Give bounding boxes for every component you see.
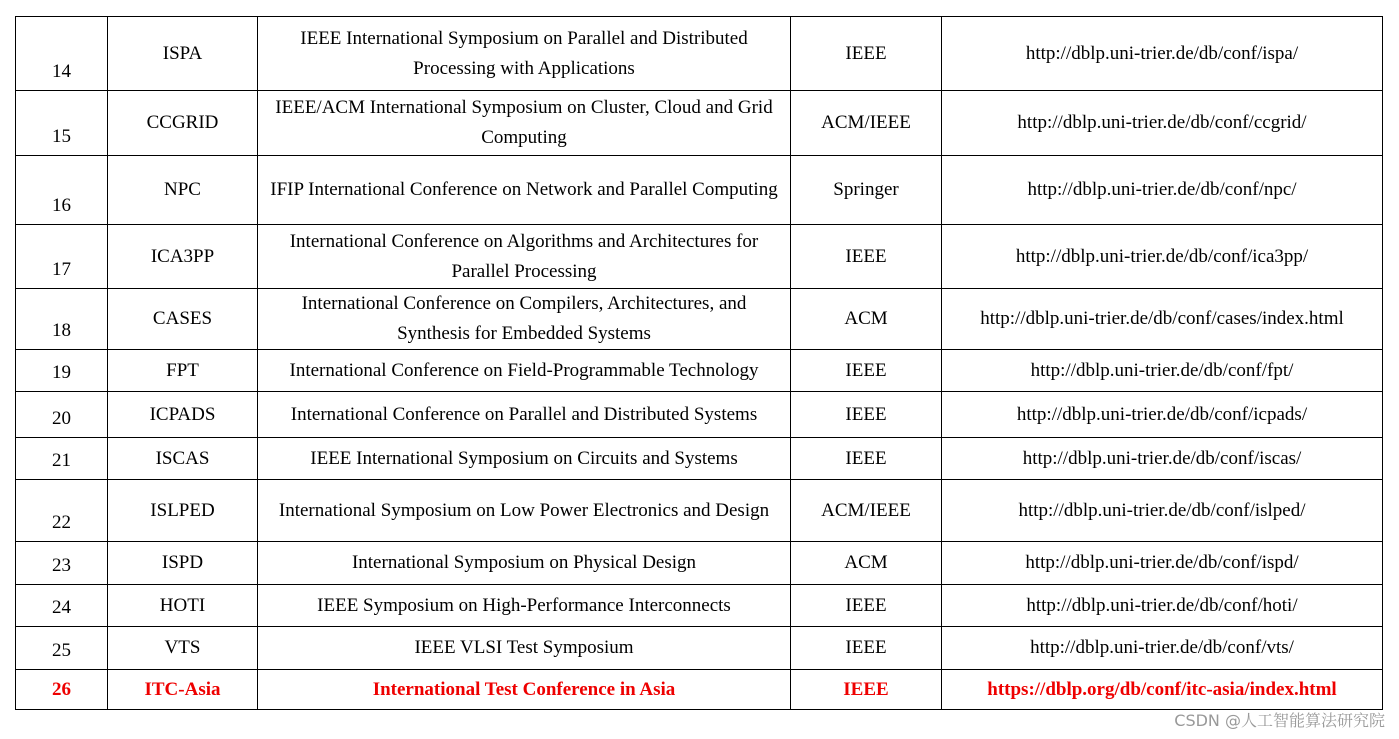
table-row — [16, 289, 1383, 350]
conference-abbreviation: ISPD — [108, 542, 258, 585]
conference-name: IFIP International Conference on Network and Parallel Computing — [258, 156, 791, 225]
table-row — [16, 585, 1383, 627]
conference-abbreviation: ICPADS — [108, 392, 258, 438]
conference-abbreviation: HOTI — [108, 585, 258, 627]
conference-name: IEEE Symposium on High-Performance Interconnects — [258, 585, 791, 627]
row-number: 16 — [16, 156, 108, 225]
publisher: ACM/IEEE — [791, 480, 942, 542]
conference-abbreviation: CCGRID — [108, 91, 258, 156]
conference-name: International Test Conference in Asia — [258, 670, 791, 710]
publisher: IEEE — [791, 627, 942, 670]
conference-name: International Conference on Algorithms and Architectures for Parallel Processing — [258, 225, 791, 289]
table-row — [16, 542, 1383, 585]
row-number: 21 — [16, 438, 108, 480]
table-row — [16, 627, 1383, 670]
conference-abbreviation: FPT — [108, 350, 258, 392]
row-number: 18 — [16, 289, 108, 350]
row-number: 14 — [16, 17, 108, 91]
publisher: IEEE — [791, 392, 942, 438]
row-number: 19 — [16, 350, 108, 392]
row-number: 22 — [16, 480, 108, 542]
dblp-url[interactable]: http://dblp.uni-trier.de/db/conf/icpads/ — [942, 392, 1383, 438]
publisher: ACM — [791, 289, 942, 350]
conference-abbreviation: ITC-Asia — [108, 670, 258, 710]
conference-name: IEEE International Symposium on Circuits and Systems — [258, 438, 791, 480]
publisher: IEEE — [791, 350, 942, 392]
table-row — [16, 156, 1383, 225]
row-number: 23 — [16, 542, 108, 585]
dblp-url[interactable]: http://dblp.uni-trier.de/db/conf/ica3pp/ — [942, 225, 1383, 289]
table-row — [16, 350, 1383, 392]
conference-name: IEEE/ACM International Symposium on Cluster, Cloud and Grid Computing — [258, 91, 791, 156]
conference-name: International Conference on Parallel and Distributed Systems — [258, 392, 791, 438]
dblp-url[interactable]: http://dblp.uni-trier.de/db/conf/ccgrid/ — [942, 91, 1383, 156]
publisher: IEEE — [791, 438, 942, 480]
table-row — [16, 438, 1383, 480]
table-row-highlighted — [16, 670, 1383, 710]
dblp-url[interactable]: http://dblp.uni-trier.de/db/conf/ispd/ — [942, 542, 1383, 585]
conference-abbreviation: ISPA — [108, 17, 258, 91]
dblp-url[interactable]: http://dblp.uni-trier.de/db/conf/iscas/ — [942, 438, 1383, 480]
publisher: ACM — [791, 542, 942, 585]
dblp-url[interactable]: https://dblp.org/db/conf/itc-asia/index.html — [942, 670, 1383, 710]
conference-table — [15, 16, 1383, 710]
dblp-url[interactable]: http://dblp.uni-trier.de/db/conf/ispa/ — [942, 17, 1383, 91]
table-row — [16, 225, 1383, 289]
conference-abbreviation: NPC — [108, 156, 258, 225]
publisher: IEEE — [791, 585, 942, 627]
row-number: 17 — [16, 225, 108, 289]
table-row — [16, 17, 1383, 91]
conference-name: International Conference on Field-Programmable Technology — [258, 350, 791, 392]
publisher: IEEE — [791, 225, 942, 289]
watermark: CSDN @人工智能算法研究院 — [1174, 711, 1385, 730]
conference-abbreviation: ISCAS — [108, 438, 258, 480]
publisher: Springer — [791, 156, 942, 225]
dblp-url[interactable]: http://dblp.uni-trier.de/db/conf/cases/index.html — [942, 289, 1383, 350]
conference-abbreviation: ISLPED — [108, 480, 258, 542]
row-number: 26 — [16, 670, 108, 710]
row-number: 20 — [16, 392, 108, 438]
dblp-url[interactable]: http://dblp.uni-trier.de/db/conf/vts/ — [942, 627, 1383, 670]
row-number: 25 — [16, 627, 108, 670]
conference-abbreviation: VTS — [108, 627, 258, 670]
dblp-url[interactable]: http://dblp.uni-trier.de/db/conf/hoti/ — [942, 585, 1383, 627]
dblp-url[interactable]: http://dblp.uni-trier.de/db/conf/fpt/ — [942, 350, 1383, 392]
row-number: 15 — [16, 91, 108, 156]
publisher: IEEE — [791, 670, 942, 710]
table-row — [16, 91, 1383, 156]
conference-abbreviation: CASES — [108, 289, 258, 350]
table-row — [16, 480, 1383, 542]
table-row — [16, 392, 1383, 438]
conference-name: International Symposium on Physical Design — [258, 542, 791, 585]
dblp-url[interactable]: http://dblp.uni-trier.de/db/conf/npc/ — [942, 156, 1383, 225]
conference-abbreviation: ICA3PP — [108, 225, 258, 289]
row-number: 24 — [16, 585, 108, 627]
dblp-url[interactable]: http://dblp.uni-trier.de/db/conf/islped/ — [942, 480, 1383, 542]
publisher: IEEE — [791, 17, 942, 91]
conference-name: IEEE International Symposium on Parallel and Distributed Processing with Applications — [258, 17, 791, 91]
publisher: ACM/IEEE — [791, 91, 942, 156]
conference-name: International Symposium on Low Power Electronics and Design — [258, 480, 791, 542]
conference-name: IEEE VLSI Test Symposium — [258, 627, 791, 670]
conference-name: International Conference on Compilers, Architectures, and Synthesis for Embedded Systems — [258, 289, 791, 350]
